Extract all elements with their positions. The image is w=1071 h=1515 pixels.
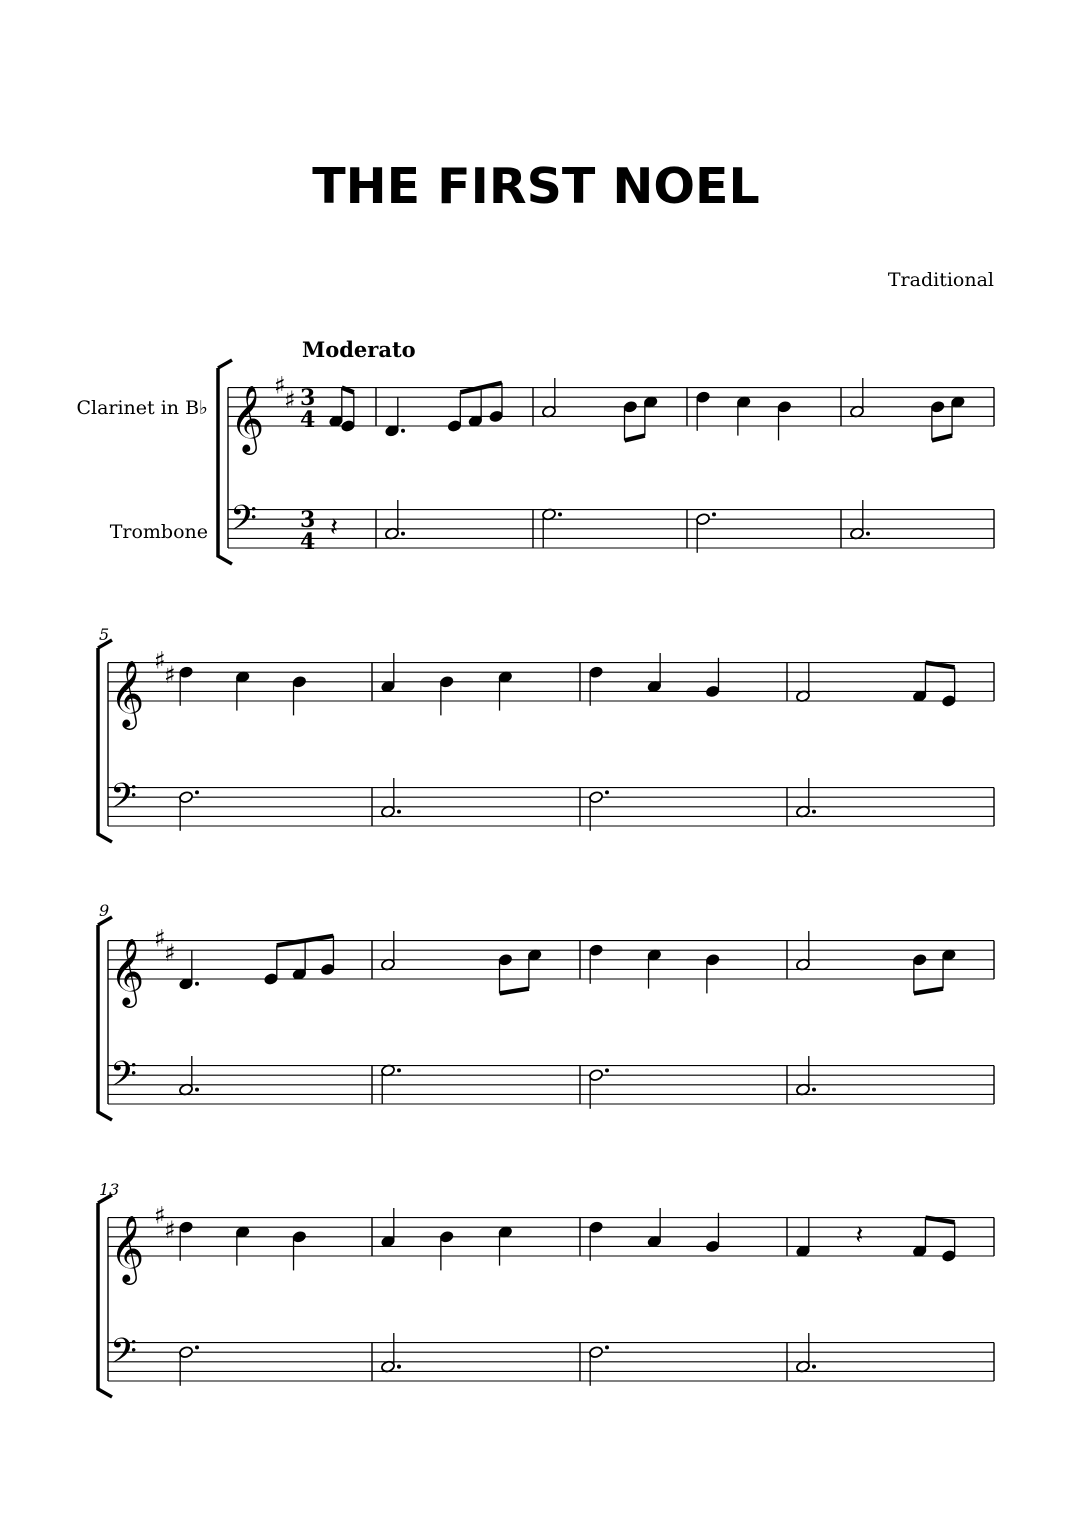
quarter-rest: 𝄽 [330,512,338,543]
treble-clef-icon: 𝄞 [110,937,145,1005]
augmentation-dot [866,532,870,536]
treble-clef-icon: 𝄞 [110,659,145,727]
key-signature-sharp: ♯ [164,1216,176,1244]
time-signature-top: 3 [300,506,316,533]
augmentation-dot [195,1345,199,1349]
augmentation-dot [605,1345,609,1349]
quarter-rest: 𝄽 [855,1220,864,1251]
augmentation-dot [195,790,199,794]
measure-number: 5 [99,625,110,644]
augmentation-dot [401,532,405,536]
bass-clef-icon: 𝄢 [230,497,258,547]
augmentation-dot [558,512,562,516]
treble-clef-icon: 𝄞 [110,1214,145,1282]
augmentation-dot [605,1068,609,1072]
instrument-label-trombone: Trombone [109,521,208,543]
augmentation-dot [195,1088,199,1092]
key-signature-sharp: ♯ [284,386,296,414]
bass-clef-icon: 𝄢 [110,1330,138,1380]
augmentation-dot [397,1365,401,1369]
time-signature-top: 3 [300,384,316,411]
composer-credit: Traditional [887,269,994,291]
augmentation-dot [397,810,401,814]
instrument-label-clarinet: Clarinet in B♭ [76,397,208,419]
bass-clef-icon: 𝄢 [110,1053,138,1103]
key-signature-sharp: ♯ [154,1201,166,1230]
augmentation-dot [812,1088,816,1092]
augmentation-dot [401,429,405,433]
measure-number: 13 [99,1180,120,1199]
augmentation-dot [712,512,716,516]
augmentation-dot [397,1068,401,1072]
augmentation-dot [605,790,609,794]
key-signature-sharp: ♯ [274,371,286,400]
time-signature-bottom: 4 [300,529,316,555]
time-signature-bottom: 4 [300,407,316,433]
key-signature-sharp: ♯ [154,646,166,675]
tempo-marking: Moderato [302,337,416,362]
measure-number: 9 [99,901,110,920]
augmentation-dot [195,982,199,986]
key-signature-sharp: ♯ [154,924,166,953]
augmentation-dot [812,810,816,814]
treble-clef-icon: 𝄞 [230,384,265,452]
bass-clef-icon: 𝄢 [110,775,138,825]
augmentation-dot [812,1365,816,1369]
key-signature-sharp: ♯ [164,939,176,967]
score-title: THE FIRST NOEL [312,158,760,215]
key-signature-sharp: ♯ [164,661,176,689]
